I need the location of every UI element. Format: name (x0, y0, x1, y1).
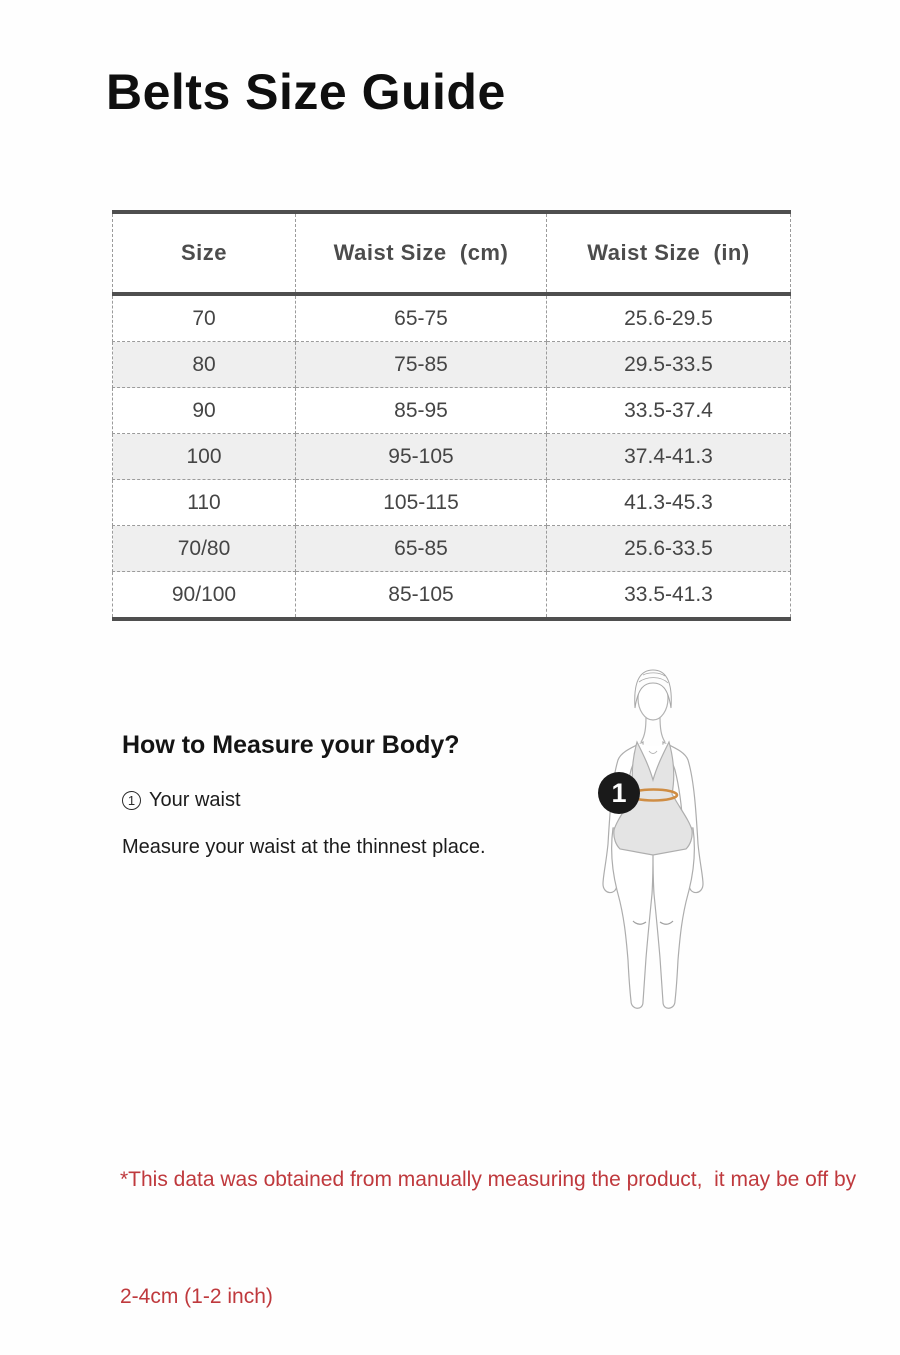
table-row (113, 480, 791, 526)
page-title: Belts Size Guide (106, 64, 506, 120)
cell-waist-cm: 95-105 (296, 434, 547, 480)
body-figure (573, 658, 788, 1018)
cell-size: 80 (113, 342, 296, 388)
cell-waist-cm: 65-85 (296, 526, 547, 572)
size-table-header-row (113, 212, 791, 294)
cell-waist-in: 33.5-37.4 (547, 388, 791, 434)
cell-waist-in: 41.3-45.3 (547, 480, 791, 526)
cell-size: 110 (113, 480, 296, 526)
cell-waist-cm: 75-85 (296, 342, 547, 388)
cell-size: 100 (113, 434, 296, 480)
cell-waist-in: 29.5-33.5 (547, 342, 791, 388)
cell-waist-in: 25.6-33.5 (547, 526, 791, 572)
cell-waist-in: 25.6-29.5 (547, 294, 791, 342)
cell-waist-cm: 85-105 (296, 572, 547, 620)
cell-size: 70 (113, 294, 296, 342)
column-header-size: Size (113, 212, 296, 294)
measure-point-badge-label: 1 (611, 778, 627, 808)
disclaimer-line-2: 2-4cm (1-2 inch) (120, 1285, 273, 1308)
body-figure-svg (573, 658, 788, 1018)
cell-size: 70/80 (113, 526, 296, 572)
cell-size: 90 (113, 388, 296, 434)
table-row (113, 388, 791, 434)
size-table (112, 210, 790, 621)
cell-waist-cm: 85-95 (296, 388, 547, 434)
cell-waist-cm: 105-115 (296, 480, 547, 526)
step-1-label-text: Your waist (149, 789, 241, 811)
table-row (113, 434, 791, 480)
table-row (113, 572, 791, 620)
circled-one-icon: 1 (122, 791, 141, 810)
cell-waist-cm: 65-75 (296, 294, 547, 342)
table-row (113, 294, 791, 342)
step-1-instruction: Measure your waist at the thinnest place. (122, 836, 486, 858)
cell-waist-in: 37.4-41.3 (547, 434, 791, 480)
table-row (113, 342, 791, 388)
step-1-label (122, 789, 241, 812)
disclaimer-line-1: *This data was obtained from manually measuring the product, it may be off by (120, 1168, 857, 1191)
cell-waist-in: 33.5-41.3 (547, 572, 791, 620)
column-header-waist-in: Waist Size (in) (547, 212, 791, 294)
cell-size: 90/100 (113, 572, 296, 620)
column-header-waist-cm: Waist Size (cm) (296, 212, 547, 294)
disclaimer-note (120, 1082, 857, 1355)
measure-section-heading: How to Measure your Body? (122, 731, 460, 759)
table-row (113, 526, 791, 572)
